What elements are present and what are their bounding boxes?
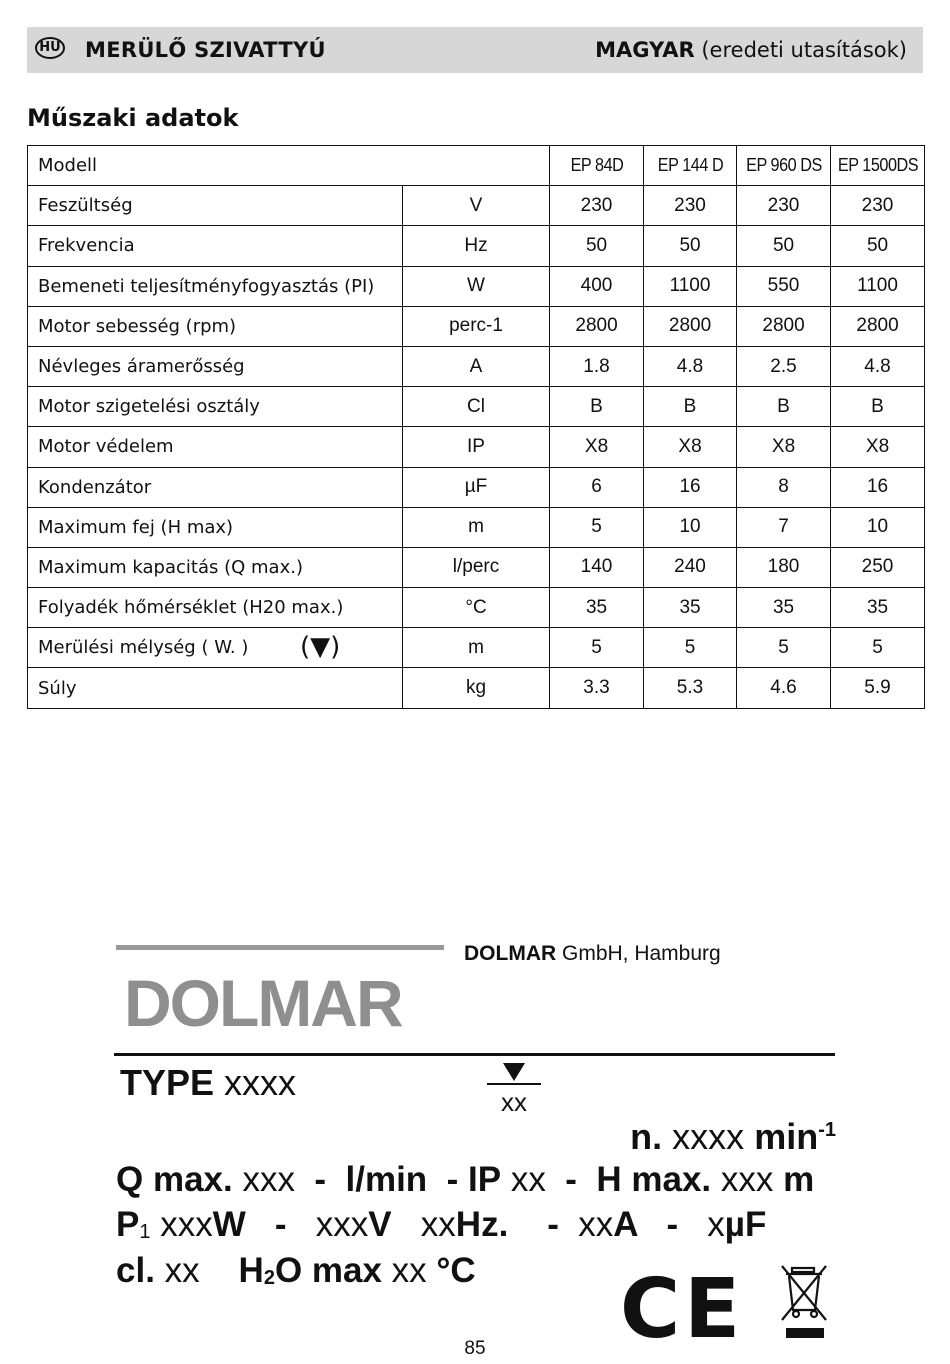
type-label: TYPE (120, 1062, 215, 1103)
table-row (28, 668, 925, 708)
row-value: 3.3 (550, 668, 644, 708)
row-label: Frekvencia (28, 226, 403, 266)
row-value: 230 (550, 186, 644, 226)
row-value: 240 (644, 547, 737, 587)
row-label: Maximum kapacitás (Q max.) (28, 547, 403, 587)
plate-top-rule (116, 945, 444, 950)
row-value: 250 (831, 547, 925, 587)
row-value: 1100 (644, 266, 737, 306)
type-line (120, 1062, 296, 1104)
row-value: 35 (550, 588, 644, 628)
row-value: X8 (550, 427, 644, 467)
row-value: 4.6 (737, 668, 831, 708)
table-row (28, 507, 925, 547)
row-value: 4.8 (644, 346, 737, 386)
row-unit: V (403, 186, 550, 226)
weee-crossed-bin-icon (778, 1262, 830, 1340)
water-level-icon (503, 1063, 525, 1081)
table-row (28, 226, 925, 266)
row-unit: perc-1 (403, 306, 550, 346)
row-label: Kondenzátor (28, 467, 403, 507)
table-row (28, 588, 925, 628)
row-value: 2800 (644, 306, 737, 346)
spec-table (27, 145, 925, 709)
row-value: B (644, 387, 737, 427)
immersion-depth-symbol (487, 1063, 541, 1118)
document-title: MERÜLŐ SZIVATTYÚ (85, 38, 326, 62)
company-location: GmbH, Hamburg (556, 942, 721, 965)
row-value: B (737, 387, 831, 427)
power-line: $P_1$ xxxW - xxxV xxHz. - xxA - xµF (116, 1205, 767, 1244)
table-row (28, 547, 925, 587)
row-unit: A (403, 346, 550, 386)
row-value: 50 (831, 226, 925, 266)
row-label: Feszültség (28, 186, 403, 226)
row-value: 2800 (550, 306, 644, 346)
row-value: B (831, 387, 925, 427)
row-value: 5.9 (831, 668, 925, 708)
ce-mark-icon: CE (620, 1262, 745, 1357)
row-value: 35 (831, 588, 925, 628)
row-value: X8 (644, 427, 737, 467)
row-label: Súly (28, 668, 403, 708)
class-line: cl. xx $H_2O$ max xx °C (116, 1251, 476, 1290)
immersion-depth-icon: (▼) (300, 632, 341, 663)
model-name: EP 144 D (648, 146, 732, 186)
row-value: 1.8 (550, 346, 644, 386)
row-value: 50 (644, 226, 737, 266)
table-row (28, 306, 925, 346)
row-label: Maximum fej (H max) (28, 507, 403, 547)
page-number: 85 (464, 1338, 486, 1359)
row-unit: l/perc (403, 547, 550, 587)
row-value: 7 (737, 507, 831, 547)
row-value: 5 (737, 628, 831, 668)
row-value: 5.3 (644, 668, 737, 708)
company-brand: DOLMAR (464, 942, 557, 965)
row-label: Bemeneti teljesítményfogyasztás (PI) (28, 266, 403, 306)
table-row (28, 427, 925, 467)
row-label: Motor sebesség (rpm) (28, 306, 403, 346)
row-value: 50 (550, 226, 644, 266)
row-value: 1100 (831, 266, 925, 306)
table-row (28, 628, 925, 668)
row-unit: Hz (403, 226, 550, 266)
row-value: 230 (737, 186, 831, 226)
row-label: Merülési mélység ( W. ) (▼) (28, 628, 403, 668)
row-unit: W (403, 266, 550, 306)
section-title: Műszaki adatok (27, 104, 239, 132)
row-unit: µF (403, 467, 550, 507)
row-value: 50 (737, 226, 831, 266)
model-name: EP 1500DS (835, 146, 920, 186)
table-row (28, 387, 925, 427)
row-value: 140 (550, 547, 644, 587)
row-label: Motor szigetelési osztály (28, 387, 403, 427)
plate-divider (114, 1053, 835, 1056)
row-value: 35 (737, 588, 831, 628)
row-value: 5 (550, 507, 644, 547)
flow-line: Q max. xxx - l/min - IP xx - H max. xxx m (116, 1160, 815, 1199)
row-value: 8 (737, 467, 831, 507)
row-value: 5 (550, 628, 644, 668)
row-value: 6 (550, 467, 644, 507)
row-value: B (550, 387, 644, 427)
row-value: 550 (737, 266, 831, 306)
language-name: MAGYAR (595, 38, 695, 62)
row-unit: Cl (403, 387, 550, 427)
company-name (464, 942, 721, 966)
row-value: 5 (831, 628, 925, 668)
row-value: 10 (644, 507, 737, 547)
row-value: 230 (831, 186, 925, 226)
table-row (28, 266, 925, 306)
table-row (28, 346, 925, 386)
row-label: Névleges áramerősség (28, 346, 403, 386)
row-value: 2800 (737, 306, 831, 346)
header-bar (27, 27, 923, 73)
row-unit: m (403, 507, 550, 547)
table-header-row (28, 146, 925, 186)
row-value: 35 (644, 588, 737, 628)
row-value: 16 (644, 467, 737, 507)
row-unit: °C (403, 588, 550, 628)
row-unit: kg (403, 668, 550, 708)
row-value: 2.5 (737, 346, 831, 386)
row-unit: m (403, 628, 550, 668)
row-label: Folyadék hőmérséklet (H20 max.) (28, 588, 403, 628)
language-badge: HU (35, 37, 65, 59)
depth-value: xx (501, 1087, 527, 1117)
row-unit: IP (403, 427, 550, 467)
row-value: X8 (737, 427, 831, 467)
speed-line: n. xxxx $\min^{-1}$ (630, 1116, 836, 1157)
row-value: 2800 (831, 306, 925, 346)
row-label: Motor védelem (28, 427, 403, 467)
language-label (595, 38, 907, 62)
row-value: 400 (550, 266, 644, 306)
row-value: 10 (831, 507, 925, 547)
model-name: EP 84D (554, 146, 639, 186)
model-name: EP 960 DS (741, 146, 826, 186)
row-value: 5 (644, 628, 737, 668)
model-header-label: Modell (28, 146, 550, 186)
row-value: 230 (644, 186, 737, 226)
row-value: 16 (831, 467, 925, 507)
row-value: 4.8 (831, 346, 925, 386)
row-value: X8 (831, 427, 925, 467)
dolmar-logo: DOLMAR (124, 966, 402, 1040)
table-row (28, 186, 925, 226)
language-note: (eredeti utasítások) (701, 38, 907, 62)
row-value: 180 (737, 547, 831, 587)
type-value: xxxx (214, 1062, 297, 1103)
table-row (28, 467, 925, 507)
